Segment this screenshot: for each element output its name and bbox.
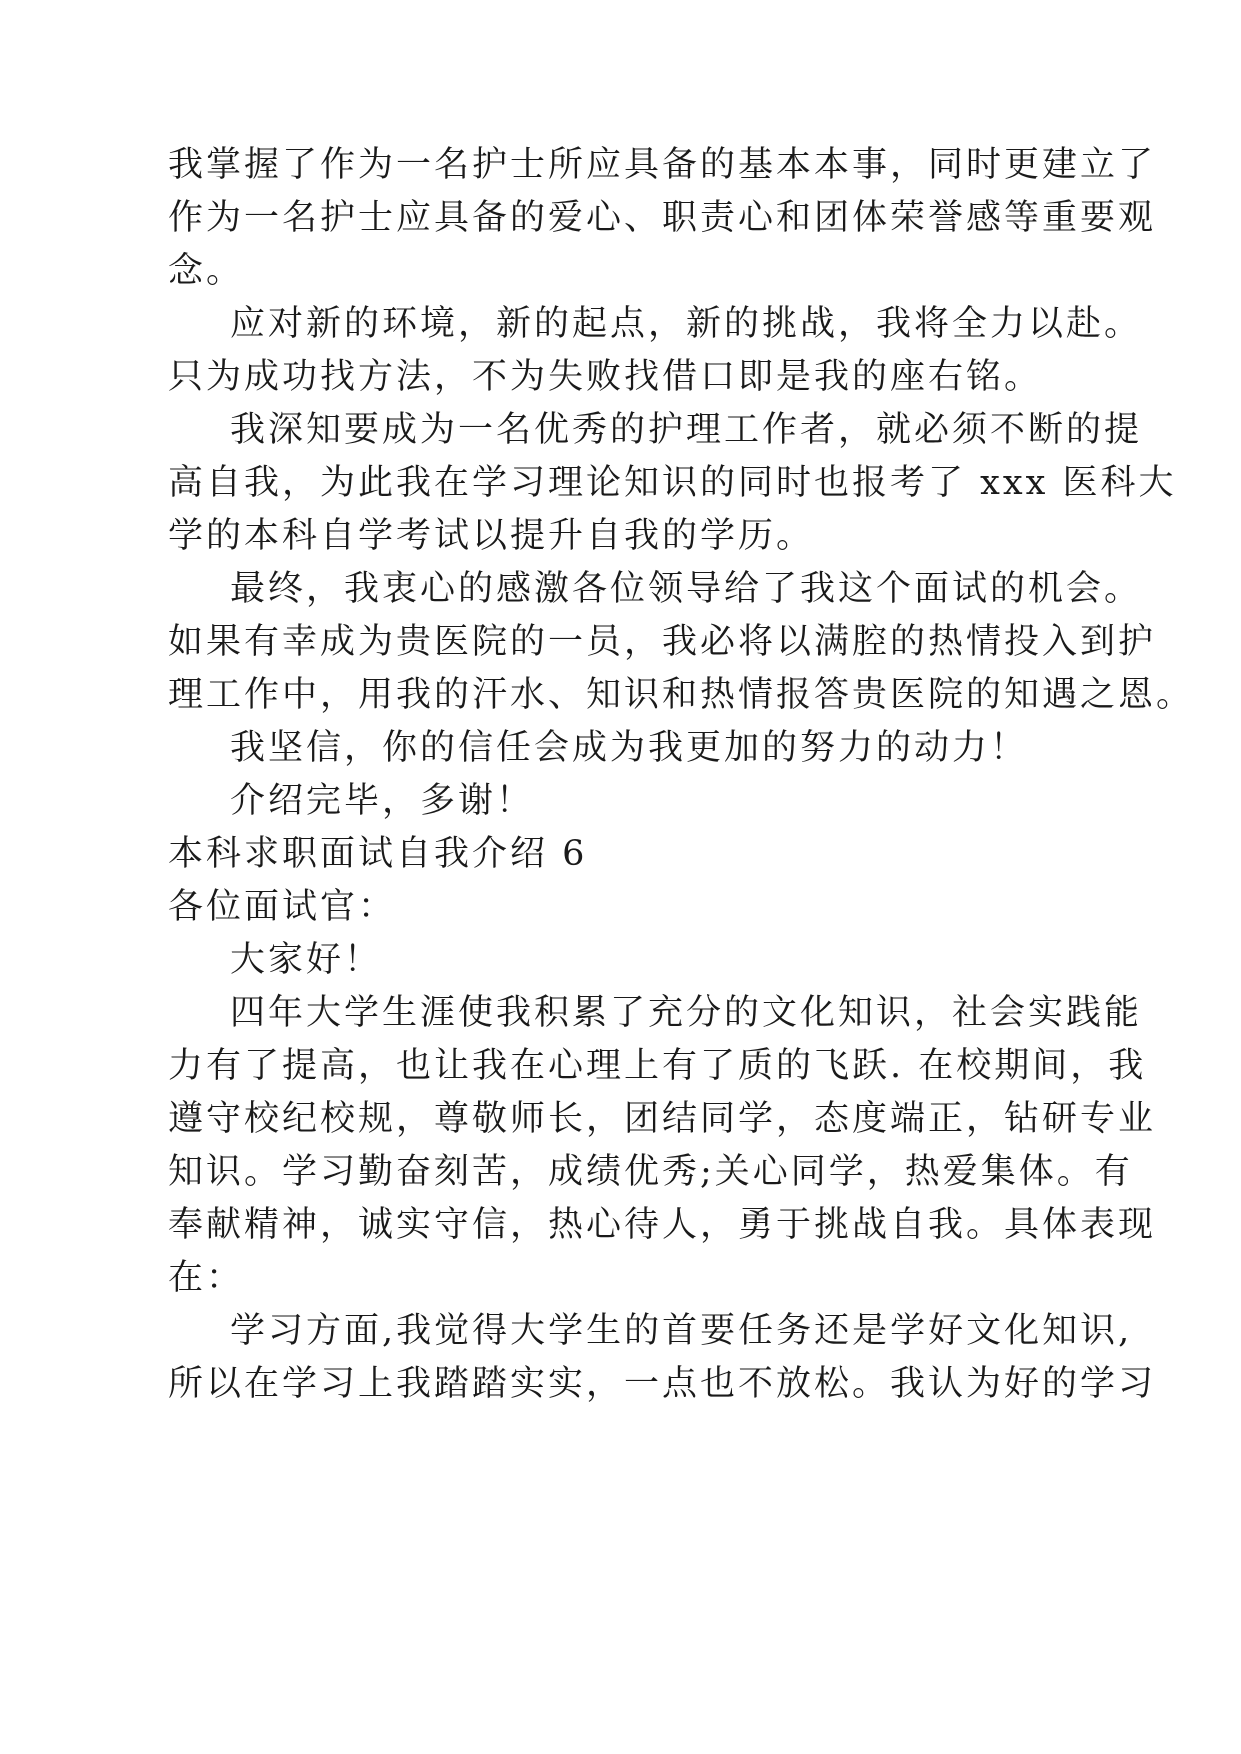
text-line: 我掌握了作为一名护士所应具备的基本本事，同时更建立了 xyxy=(168,145,1157,185)
text-line: 只为成功找方法，不为失败找借口即是我的座右铭。 xyxy=(168,357,1043,397)
text-line: 理工作中，用我的汗水、知识和热情报答贵医院的知遇之恩。 xyxy=(168,675,1195,715)
text-line: 介绍完毕，多谢！ xyxy=(230,781,535,821)
text-line: 高自我，为此我在学习理论知识的同时也报考了 xxx 医科大 xyxy=(168,463,1177,503)
text-line: 遵守校纪校规，尊敬师长，团结同学，态度端正，钻研专业 xyxy=(168,1099,1157,1139)
text-line: 奉献精神，诚实守信，热心待人，勇于挑战自我。具体表现 xyxy=(168,1205,1157,1245)
text-line: 应对新的环境，新的起点，新的挑战，我将全力以赴。 xyxy=(230,304,1143,344)
text-line: 在： xyxy=(168,1258,245,1298)
text-line: 四年大学生涯使我积累了充分的文化知识，社会实践能 xyxy=(230,993,1143,1033)
text-line: 学的本科自学考试以提升自我的学历。 xyxy=(168,516,815,556)
text-line: 知识。学习勤奋刻苦，成绩优秀;关心同学，热爱集体。有 xyxy=(168,1152,1133,1192)
section-heading: 本科求职面试自我介绍 6 xyxy=(168,834,588,874)
text-line: 力有了提高，也让我在心理上有了质的飞跃. 在校期间，我 xyxy=(168,1046,1147,1086)
text-line: 作为一名护士应具备的爱心、职责心和团体荣誉感等重要观 xyxy=(168,198,1157,238)
text-line: 我深知要成为一名优秀的护理工作者，就必须不断的提 xyxy=(230,410,1143,450)
salutation: 各位面试官： xyxy=(168,887,397,927)
text-line: 所以在学习上我踏踏实实，一点也不放松。我认为好的学习 xyxy=(168,1364,1157,1404)
text-line: 最终，我衷心的感激各位领导给了我这个面试的机会。 xyxy=(230,569,1143,609)
text-line: 如果有幸成为贵医院的一员，我必将以满腔的热情投入到护 xyxy=(168,622,1157,662)
text-line: 念。 xyxy=(168,251,245,291)
text-line: 我坚信，你的信任会成为我更加的努力的动力！ xyxy=(230,728,1029,768)
text-line: 学习方面,我觉得大学生的首要任务还是学好文化知识, xyxy=(230,1311,1133,1351)
greeting: 大家好！ xyxy=(230,940,383,980)
